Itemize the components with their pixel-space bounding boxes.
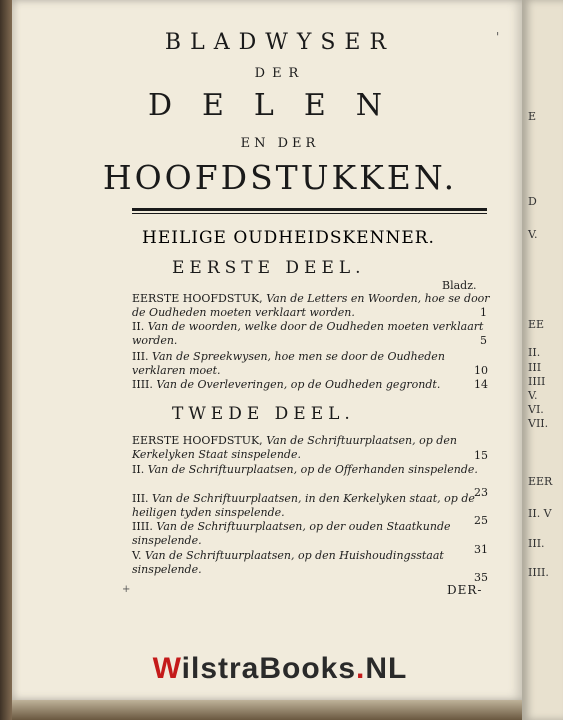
title-der: DER <box>254 66 306 81</box>
next-page-fragment: D <box>528 195 537 208</box>
entry-page: 31 <box>474 543 488 556</box>
next-page-fragment: IIII. <box>528 566 549 579</box>
next-page-fragment: EER <box>528 475 553 488</box>
section-title: TWEDE DEEL. <box>172 404 355 424</box>
toc-entry <box>132 520 492 548</box>
next-page-fragment: III. <box>528 537 545 550</box>
title-delen: DELEN <box>147 88 413 123</box>
toc-entry <box>132 549 492 577</box>
entry-number: EERSTE HOOFDSTUK, <box>132 434 263 447</box>
section-title: EERSTE DEEL. <box>172 258 366 278</box>
title-bladwyser: BLADWYSER <box>164 30 396 55</box>
next-page-fragment: VII. <box>528 417 549 430</box>
entry-page: 1 <box>480 306 487 319</box>
next-page-edge <box>522 0 563 720</box>
next-page-fragment: IIII <box>528 375 546 388</box>
entry-number: V. <box>132 549 142 562</box>
toc-entry <box>132 492 492 520</box>
entry-number: III. <box>132 492 149 505</box>
title-rule-thick <box>132 208 487 211</box>
entry-text: Van de Overleveringen, op de Oudheden gegrondt. <box>156 378 441 391</box>
entry-text: Van de Letters en Woorden, hoe se door de Oudheden moeten verklaart worden. <box>132 292 490 319</box>
title-en-der: EN DER <box>240 136 320 151</box>
page-bottom-edge <box>12 700 524 720</box>
entry-page: 35 <box>474 571 488 584</box>
next-page-fragment: II. <box>528 346 541 359</box>
title-hoofdstukken: HOOFDSTUKKEN. <box>102 158 458 197</box>
entry-text: Van de Schriftuurplaatsen, op de Offerhanden sinspelende. <box>147 463 478 476</box>
entry-page: 25 <box>474 514 488 527</box>
title-rule-thin <box>132 213 487 214</box>
pencil-mark: ' <box>496 30 500 44</box>
entry-page: 23 <box>474 486 488 499</box>
toc-entry <box>132 434 492 462</box>
entry-text: Van de Schriftuurplaatsen, op der ouden Staatkunde sinspelende. <box>132 520 451 547</box>
entry-page: 14 <box>474 378 488 391</box>
entry-number: II. <box>132 463 145 476</box>
entry-number: II. <box>132 320 145 333</box>
book-heading: HEILIGE OUDHEIDSKENNER. <box>142 228 435 248</box>
catchword: DER- <box>447 583 483 597</box>
entry-text: Van de Schriftuurplaatsen, op den Kerkelyken Staat sinspelende. <box>132 434 457 461</box>
entry-number: IIII. <box>132 520 153 533</box>
entry-text: Van de Schriftuurplaatsen, op den Huishoudingsstaat sinspelende. <box>132 549 444 576</box>
entry-page: 15 <box>474 449 488 462</box>
watermark-dot: . <box>356 652 366 685</box>
page-column-label: Bladz. <box>442 279 477 292</box>
toc-entry <box>132 292 492 320</box>
next-page-fragment: V. <box>528 228 538 241</box>
next-page-fragment: V. <box>528 389 538 402</box>
entry-page: 5 <box>480 334 487 347</box>
entry-page: 10 <box>474 364 488 377</box>
entry-text: Van de Schriftuurplaatsen, in den Kerkelyken staat, op de heiligen tyden sinspelende. <box>132 492 475 519</box>
entry-text: Van de Spreekwysen, hoe men se door de Oudheden verklaren moet. <box>132 350 445 377</box>
toc-entry <box>132 378 462 392</box>
next-page-fragment: EE <box>528 318 545 331</box>
watermark-tld: NL <box>365 652 408 685</box>
entry-text: Van de woorden, welke door de Oudheden moeten verklaart worden. <box>132 320 484 347</box>
entry-number: EERSTE HOOFDSTUK, <box>132 292 263 305</box>
next-page-fragment: VI. <box>528 403 544 416</box>
toc-entry <box>132 350 492 378</box>
wilstrabooks-watermark <box>0 652 560 686</box>
next-page-fragment: E <box>528 110 537 123</box>
toc-entry <box>132 320 492 348</box>
toc-entry <box>132 463 492 477</box>
printer-mark: + <box>122 584 131 595</box>
entry-number: IIII. <box>132 378 153 391</box>
next-page-fragment: III <box>528 361 542 374</box>
book-page <box>12 0 524 700</box>
next-page-fragment: II. V <box>528 507 552 520</box>
watermark-name: ilstraBooks <box>181 652 357 685</box>
entry-number: III. <box>132 350 149 363</box>
watermark-first-letter: W <box>152 652 182 685</box>
